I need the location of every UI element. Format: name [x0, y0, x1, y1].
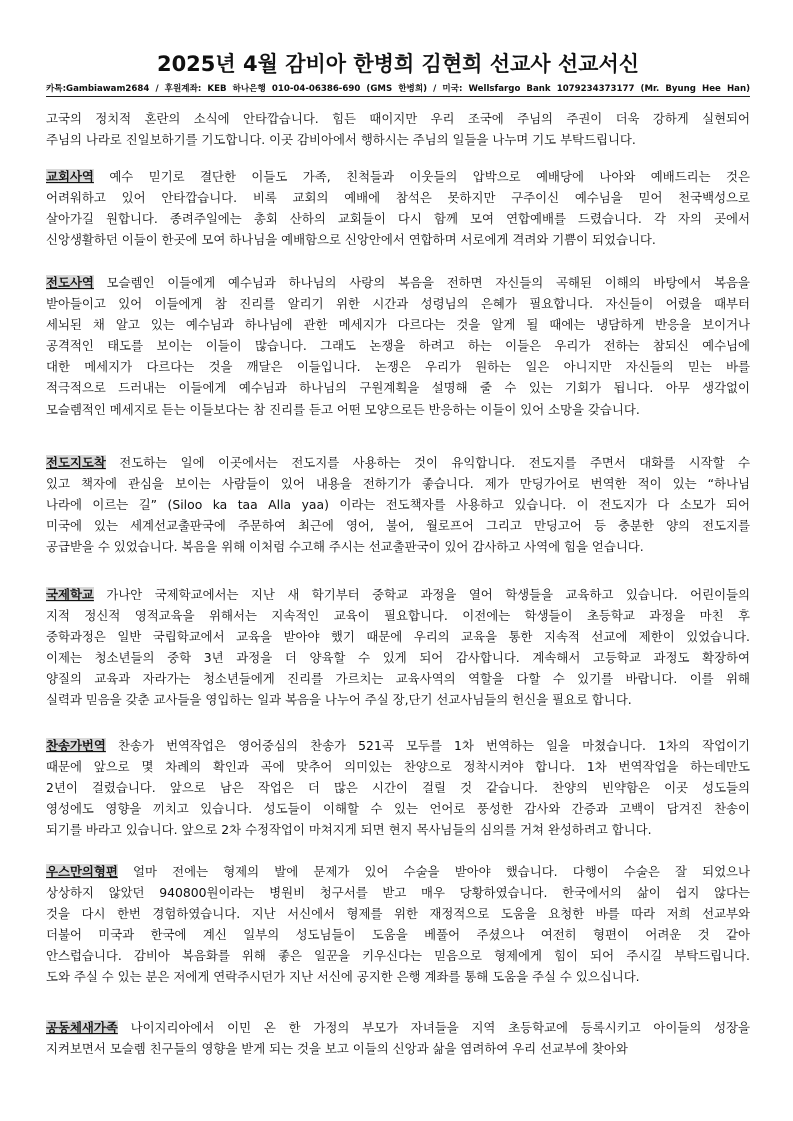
- contact-account-line: 카톡:Gambiawam2684 / 후원계좌: KEB 하나은행 010-04-06386-690 (GMS 한병희) / 미국: Wellsfargo Bank 1079234373177 (Mr. Byung Hee Han): [46, 82, 750, 97]
- section-line: 대한 메세지가 다르다는 것을 깨달은 이들입니다. 논쟁은 우리가 원하는 일은 아니지만 자신들의 믿는 바를: [46, 359, 750, 375]
- section-line: 찬송가 번역작업은 영어중심의 찬송가 521곡 모두를 1차 번역하는 일을 마쳤습니다. 1차의 작업이기: [105, 738, 750, 753]
- section-line: 지켜보면서 모슬렘 친구들의 영향을 받게 되는 것을 보고 이들의 신앙과 삶을 염려하여 우리 선교부에 찾아와: [46, 1041, 628, 1057]
- section-line: 상상하지 않았던 940800원이라는 병원비 청구서를 받고 매우 당황하였습니다. 한국에서의 삶이 쉽지 않다는: [46, 885, 750, 901]
- section-new-family: [46, 1017, 750, 1059]
- section-line: 양질의 교육과 자라가는 청소년들에게 진리를 가르치는 교육사역의 역할을 다할 수 있기를 바랍니다. 이를 위해: [46, 671, 750, 687]
- section-line: 나라에 이르는 길” (Siloo ka taa Alla yaa) 이라는 전도책자를 사용하고 있습니다. 이 전도지가 다 소모가 되어: [46, 497, 750, 513]
- intro-paragraph: [46, 108, 750, 150]
- section-usman-situation: [46, 861, 750, 988]
- section-line: 있고 책자에 관심을 보이는 사람들이 있어 내용을 전하기가 좋습니다. 제가 만딩가어로 번역한 적이 있는 “하나님: [46, 476, 750, 492]
- section-hymn-translation: [46, 735, 750, 840]
- section-line: 이제는 청소년들의 중학 3년 과정을 더 양육할 수 있게 되어 감사합니다. 계속해서 고등학교 과정도 확장하여: [46, 650, 750, 666]
- section-line: 영성에도 영향을 끼치고 있습니다. 성도들이 이해할 수 있는 언어로 풍성한 감사와 간증과 고백이 담겨진 찬송이: [46, 801, 750, 817]
- section-line: 미국에 있는 세계선교출판국에 주문하여 최근에 영어, 불어, 월로프어 그리고 만딩고어 등 충분한 양의 전도지를: [46, 518, 750, 534]
- section-line: 것을 다시 한번 경험하였습니다. 지난 서신에서 형제를 위한 재정적으로 도움을 요청한 바를 따라 저희 선교부와: [46, 906, 750, 922]
- section-heading: 교회사역: [46, 169, 94, 184]
- section-line: 얼마 전에는 형제의 발에 문제가 있어 수술을 받아야 했습니다. 다행이 수술은 잘 되었으나: [117, 864, 750, 879]
- section-line: 도와 주실 수 있는 분은 저에게 연락주시던가 지난 서신에 공지한 은행 계좌를 통해 도움을 주실 수 있으십니다.: [46, 969, 640, 985]
- section-line: 2년이 걸렸습니다. 앞으로 남은 작업은 더 많은 시간이 걸릴 것 같습니다. 찬양의 빈약함은 이곳 성도들의: [46, 780, 750, 796]
- section-international-school: [46, 584, 750, 711]
- section-line: 받아들이고 있어 이들에게 참 진리를 알리기 위한 시간과 성령님의 은혜가 필요합니다. 자신들이 어렸을 때부터: [46, 296, 750, 312]
- section-line: 예수 믿기로 결단한 이들도 가족, 친척들과 이웃들의 압박으로 예배당에 나아와 예배드리는 것은: [93, 169, 750, 184]
- intro-line: 고국의 정치적 혼란의 소식에 안타깝습니다. 힘든 때이지만 우리 조국에 주님의 주권이 더욱 강하게 실현되어: [46, 111, 750, 126]
- section-church-ministry: [46, 166, 750, 250]
- letter-title: 2025년 4월 감비아 한병희 김현희 선교사 선교서신: [156, 52, 640, 76]
- section-heading: 전도사역: [46, 275, 94, 290]
- section-tracts-arrived: [46, 452, 750, 557]
- section-line: 적극적으로 드러내는 이들에게 예수님과 하나님의 구원계획을 설명해 줄 수 있는 기회가 됩니다. 아무 생각없이: [46, 380, 750, 396]
- section-line: 더불어 미국과 한국에 계신 일부의 성도님들이 도움을 베풀어 주셨으나 여전히 형편이 어려운 것 같아: [46, 927, 750, 943]
- section-line: 전도하는 일에 이곳에서는 전도지를 사용하는 것이 유익합니다. 전도지를 주면서 대화를 시작할 수: [105, 455, 750, 470]
- section-line: 세뇌된 채 알고 있는 예수님과 하나님에 관한 메세지가 다르다는 것을 알게 될 때에는 냉담하게 반응을 보이거나: [46, 317, 750, 333]
- section-line: 지적 정신적 영적교육을 위해서는 지속적인 교육이 필요합니다. 이전에는 학생들이 초등학교 과정을 마친 후: [46, 608, 750, 624]
- section-line: 공격적인 태도를 보이는 이들이 많습니다. 그래도 논쟁을 하려고 하는 이들은 우리가 전하는 참되신 예수님에: [46, 338, 750, 354]
- section-line: 어려워하고 있어 안타깝습니다. 비록 교회의 예배에 참석은 못하지만 구주이신 예수님을 믿어 천국백성으로: [46, 190, 750, 206]
- section-line: 살아가길 원합니다. 종려주일에는 총회 산하의 교회들이 다시 함께 모여 연합예배를 드렸습니다. 각 자의 곳에서: [46, 211, 750, 227]
- section-line: 실력과 믿음을 갖춘 교사들을 영입하는 일과 복음을 나누어 주실 장,단기 선교사님들의 헌신을 필요로 합니다.: [46, 692, 632, 708]
- section-line: 중학과정은 일반 국립학교에서 교육을 받아야 했기 때문에 우리의 교육을 통한 지속적 선교에 제한이 있었습니다.: [46, 629, 750, 645]
- section-line: 가나안 국제학교에서는 지난 새 학기부터 중학교 과정을 열어 학생들을 교육하고 있습니다. 어린이들의: [93, 587, 750, 602]
- section-line: 안스럽습니다. 감비아 복음화를 위해 좋은 일꾼을 키우신다는 믿음으로 형제에게 힘이 되어 주시길 부탁드립니다.: [46, 948, 750, 964]
- section-heading: 전도지도착: [46, 455, 106, 470]
- section-heading: 국제학교: [46, 587, 94, 602]
- section-line: 나이지리아에서 이민 온 한 가정의 부모가 자녀들을 지역 초등학교에 등록시키고 아이들의 성장을: [117, 1020, 750, 1035]
- section-line: 공급받을 수 있었습니다. 복음을 위해 이처럼 수고해 주시는 선교출판국이 있어 감사하고 사역에 힘을 얻습니다.: [46, 539, 644, 555]
- section-line: 신앙생활하던 이들이 한곳에 모여 하나님을 예배함으로 신앙안에서 연합하며 서로에게 격려와 기쁨이 되었습니다.: [46, 232, 656, 248]
- section-line: 되기를 바라고 있습니다. 앞으로 2차 수정작업이 마쳐지게 되면 현지 목사님들의 심의를 거쳐 완성하려고 합니다.: [46, 822, 652, 838]
- section-line: 모슬렘적인 메세지로 듣는 이들보다는 참 진리를 듣고 어떤 모양으로든 반응하는 이들이 있어 소망을 갖습니다.: [46, 401, 640, 417]
- section-heading: 찬송가번역: [46, 738, 106, 753]
- intro-line: 주님의 나라로 진일보하기를 기도합니다. 이곳 감비아에서 행하시는 주님의 일들을 나누며 기도 부탁드립니다.: [46, 132, 636, 148]
- section-heading: 공동체새가족: [46, 1020, 118, 1035]
- section-evangelism: [46, 272, 750, 420]
- section-line: 모슬렘인 이들에게 예수님과 하나님의 사랑의 복음을 전하면 자신들의 곡해된 이해의 바탕에서 복음을: [93, 275, 750, 290]
- section-line: 때문에 앞으로 몇 차례의 확인과 곡에 맞추어 의미있는 찬양으로 정착시켜야 합니다. 1차 번역작업을 하는데만도: [46, 759, 750, 775]
- section-heading: 우스만의형편: [46, 864, 118, 879]
